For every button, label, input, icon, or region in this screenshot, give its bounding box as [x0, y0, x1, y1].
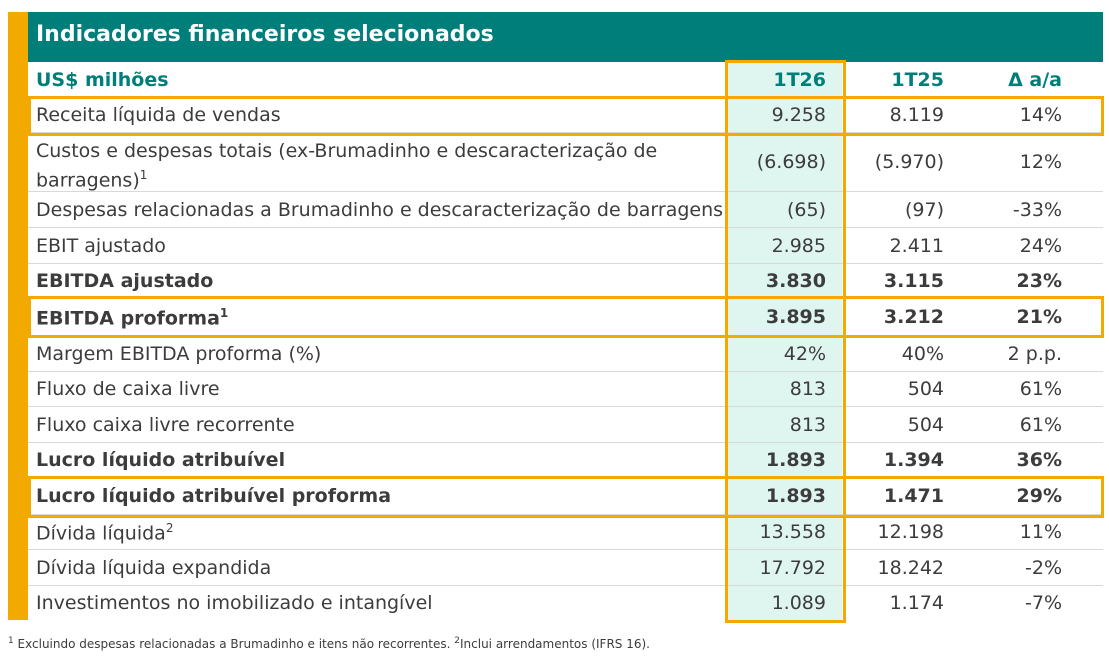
col-header-1t26: 1T26 [773, 69, 826, 91]
table-header-row [28, 62, 1103, 98]
row-label: Fluxo de caixa livre [36, 378, 220, 400]
table-row [28, 407, 1103, 443]
row-label: Lucro líquido atribuível [36, 449, 286, 471]
value-delta: 21% [1016, 306, 1062, 328]
value-delta: 61% [1019, 414, 1062, 436]
left-accent-bar [8, 12, 28, 620]
value-delta: 23% [1016, 270, 1062, 292]
value-1t26: 9.258 [771, 104, 826, 126]
row-label: Investimentos no imobilizado e intangível [36, 592, 433, 614]
value-1t25: (5.970) [874, 151, 944, 173]
value-1t26: 13.558 [759, 521, 826, 543]
row-label: Margem EBITDA proforma (%) [36, 343, 322, 365]
row-label: Lucro líquido atribuível proforma [36, 485, 392, 507]
value-1t26: 1.893 [765, 485, 826, 507]
current-quarter-column-frame [725, 60, 846, 623]
row-label: Receita líquida de vendas [36, 104, 281, 126]
value-1t26: 3.830 [765, 270, 826, 292]
value-1t25: (97) [904, 199, 944, 221]
value-1t25: 1.394 [883, 449, 944, 471]
value-1t25: 2.411 [889, 235, 944, 257]
value-1t26: (65) [786, 199, 826, 221]
value-1t26: 17.792 [759, 557, 826, 579]
value-delta: 24% [1019, 235, 1062, 257]
value-1t25: 3.115 [883, 270, 944, 292]
table-row [28, 133, 1103, 192]
value-1t25: 8.119 [889, 104, 944, 126]
value-delta: 36% [1016, 449, 1062, 471]
value-1t25: 3.212 [883, 306, 944, 328]
row-label: Fluxo caixa livre recorrente [36, 414, 295, 436]
value-1t25: 1.471 [883, 485, 944, 507]
row-label: EBIT ajustado [36, 235, 166, 257]
table-row [28, 586, 1103, 620]
value-delta: 14% [1019, 104, 1062, 126]
footnote: $^1$ Excluindo despesas relacionadas a Brumadinho e itens não recorrentes. $^2$Inclui arrendamentos (IFRS 16). [8, 636, 650, 651]
value-delta: 12% [1019, 151, 1062, 173]
value-delta: 11% [1019, 521, 1062, 543]
col-header-1t25: 1T25 [891, 69, 944, 91]
value-1t26: (6.698) [756, 151, 826, 173]
col-header-delta: Δ a/a [1008, 69, 1062, 91]
value-1t26: 3.895 [765, 306, 826, 328]
value-1t25: 40% [901, 343, 944, 365]
row-label: Despesas relacionadas a Brumadinho e descaracterização de barragens [36, 199, 724, 221]
value-delta: -33% [1012, 199, 1062, 221]
table-row [28, 550, 1103, 586]
value-1t26: 1.089 [771, 592, 826, 614]
value-delta: 2 p.p. [1007, 343, 1062, 365]
value-1t26: 813 [789, 378, 826, 400]
table-row [28, 443, 1103, 478]
value-delta: 61% [1019, 378, 1062, 400]
row-label: EBITDA ajustado [36, 270, 214, 292]
value-1t25: 18.242 [877, 557, 944, 579]
value-1t26: 42% [783, 343, 826, 365]
highlight-frame-lucro-proforma [28, 476, 1104, 518]
table-row [28, 264, 1103, 299]
table-row [28, 192, 1103, 228]
value-1t26: 813 [789, 414, 826, 436]
table-row [28, 372, 1103, 407]
value-1t25: 1.174 [889, 592, 944, 614]
row-label: EBITDA proforma$^1$ [36, 306, 229, 330]
highlight-frame-receita [28, 96, 1104, 136]
table-title: Indicadores financeiros selecionados [36, 22, 494, 47]
row-label: Dívida líquida$^2$ [36, 521, 174, 545]
table-row [28, 515, 1103, 550]
row-label: Custos e despesas totais (ex-Brumadinho e descaracterização de barragens)$^1$ [36, 140, 658, 192]
value-1t26: 1.893 [765, 449, 826, 471]
table-row [28, 336, 1103, 372]
unit-header: US$ milhões [36, 69, 169, 91]
value-delta: 29% [1016, 485, 1062, 507]
value-delta: -2% [1025, 557, 1062, 579]
highlight-frame-ebitda-proforma [28, 296, 1104, 338]
table-row [28, 228, 1103, 264]
value-1t25: 12.198 [877, 521, 944, 543]
value-delta: -7% [1025, 592, 1062, 614]
row-label: Dívida líquida expandida [36, 557, 272, 579]
value-1t25: 504 [907, 414, 944, 436]
value-1t26: 2.985 [771, 235, 826, 257]
value-1t25: 504 [907, 378, 944, 400]
